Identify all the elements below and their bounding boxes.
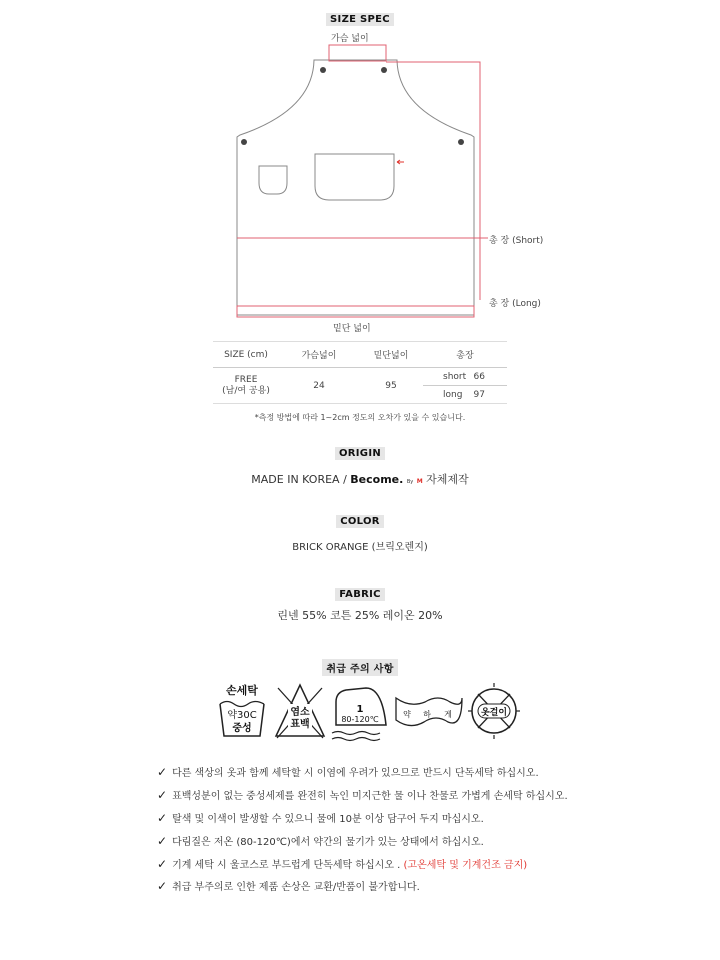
size-cell — [213, 368, 279, 404]
no-bleach-icon — [276, 685, 324, 738]
large-pocket — [315, 154, 394, 200]
length-header: 총장 — [456, 351, 474, 361]
origin-suffix: 자체제작 — [422, 473, 469, 486]
hand-wash-label: 손세탁 — [226, 684, 258, 697]
checkmark-icon: ✓ — [157, 788, 168, 802]
checkmark-icon: ✓ — [157, 857, 168, 871]
care-warning: ✓ 다른 색상의 옷과 함께 세탁할 시 이염에 우려가 있으므로 반드시 단독세탁 하십시오. — [157, 765, 539, 779]
color-heading: COLOR — [0, 509, 720, 528]
iron-level: 1 — [356, 704, 364, 715]
origin-text — [0, 471, 720, 487]
dry-char-3: 게 — [444, 710, 452, 719]
checkmark-icon: ✓ — [157, 765, 168, 779]
length-value: 97 — [473, 389, 485, 400]
care-warning: ✓ 다림질은 저온 (80-120℃)에서 약간의 물기가 있는 상태에서 하십시오. — [157, 834, 484, 848]
chest-value: 24 — [279, 368, 359, 404]
apron-diagram — [0, 0, 720, 340]
origin-heading: ORIGIN — [0, 441, 720, 460]
iron-icon — [332, 688, 386, 741]
bleach-label-1: 염소 — [290, 707, 310, 718]
length-value: 66 — [470, 368, 507, 386]
origin-prefix: MADE IN KOREA / — [251, 473, 351, 486]
hand-wash-temp: 약30C — [227, 710, 257, 721]
care-warning: ✓ 표백성분이 없는 중성세제를 완전히 녹인 미지근한 물 이나 찬물로 가볍게 손세탁 하십시오. — [157, 788, 568, 802]
measure-note: *측정 방법에 따라 1~2cm 정도의 오차가 있을 수 있습니다. — [254, 413, 466, 422]
pocket-arrow-icon — [397, 160, 404, 164]
grommet-icon — [381, 67, 387, 73]
hem-width-label: 밑단 넓이 — [333, 324, 371, 334]
dry-char-2: 하 — [423, 710, 431, 719]
long-length-marker — [386, 62, 480, 300]
care-icons — [210, 680, 520, 742]
size-table — [213, 341, 507, 404]
small-pocket — [259, 166, 287, 194]
care-warning: ✓ 탈색 및 이색이 발생할 수 있으니 물에 10분 이상 담구어 두지 마십시오. — [157, 811, 484, 825]
dry-char-1: 약 — [403, 710, 411, 719]
gentle-dry-icon — [396, 698, 462, 726]
checkmark-icon: ✓ — [157, 811, 168, 825]
fabric-heading: FABRIC — [0, 582, 720, 601]
color-value: BRICK ORANGE (브릭오렌지) — [292, 542, 428, 553]
chest-width-label: 가슴 넓이 — [331, 34, 369, 44]
size-name: FREE — [234, 374, 258, 385]
grommet-icon — [320, 67, 326, 73]
hand-wash-icon — [220, 683, 264, 736]
hem-value: 95 — [359, 368, 423, 404]
grommet-icon — [241, 139, 247, 145]
care-heading: 취급 주의 사항 — [0, 657, 720, 676]
size-header: SIZE (cm) — [224, 349, 268, 360]
bleach-label-2: 표백 — [290, 719, 310, 730]
care-warning: ✓ 취급 부주의로 인한 제품 손상은 교환/반품이 불가합니다. — [157, 879, 420, 893]
length-type: short — [423, 368, 470, 386]
tumble-label: 옷걸이 — [480, 708, 508, 718]
length-type: long — [443, 389, 463, 400]
care-warning: ✓ 기계 세탁 시 울코스로 부드럽게 단독세탁 하십시오 . (고온세탁 및 기계건조 금지) — [157, 857, 528, 871]
hand-wash-detergent: 중성 — [232, 723, 252, 734]
size-sub: (남/여 공용) — [222, 385, 270, 396]
chest-measure-box — [329, 45, 386, 61]
short-length-label: 총 장 (Short) — [489, 236, 544, 246]
warning-highlight: (고온세탁 및 기계건조 금지) — [403, 860, 528, 871]
brand-logo: Become. — [350, 473, 404, 486]
hem-header: 밑단넓이 — [373, 351, 409, 361]
brand-by: By — [406, 479, 414, 485]
fabric-value: 린넨 55% 코튼 25% 레이온 20% — [277, 609, 443, 622]
checkmark-icon: ✓ — [157, 834, 168, 848]
chest-header: 가슴넓이 — [301, 351, 337, 361]
checkmark-icon: ✓ — [157, 879, 168, 893]
grommet-icon — [458, 139, 464, 145]
iron-temp: 80-120℃ — [341, 715, 379, 724]
size-spec-heading: SIZE SPEC — [0, 7, 720, 26]
brand-mark-icon: M — [416, 478, 423, 485]
no-tumble-dry-icon — [468, 683, 520, 739]
apron-outline — [237, 60, 474, 315]
long-length-label: 총 장 (Long) — [489, 299, 541, 309]
